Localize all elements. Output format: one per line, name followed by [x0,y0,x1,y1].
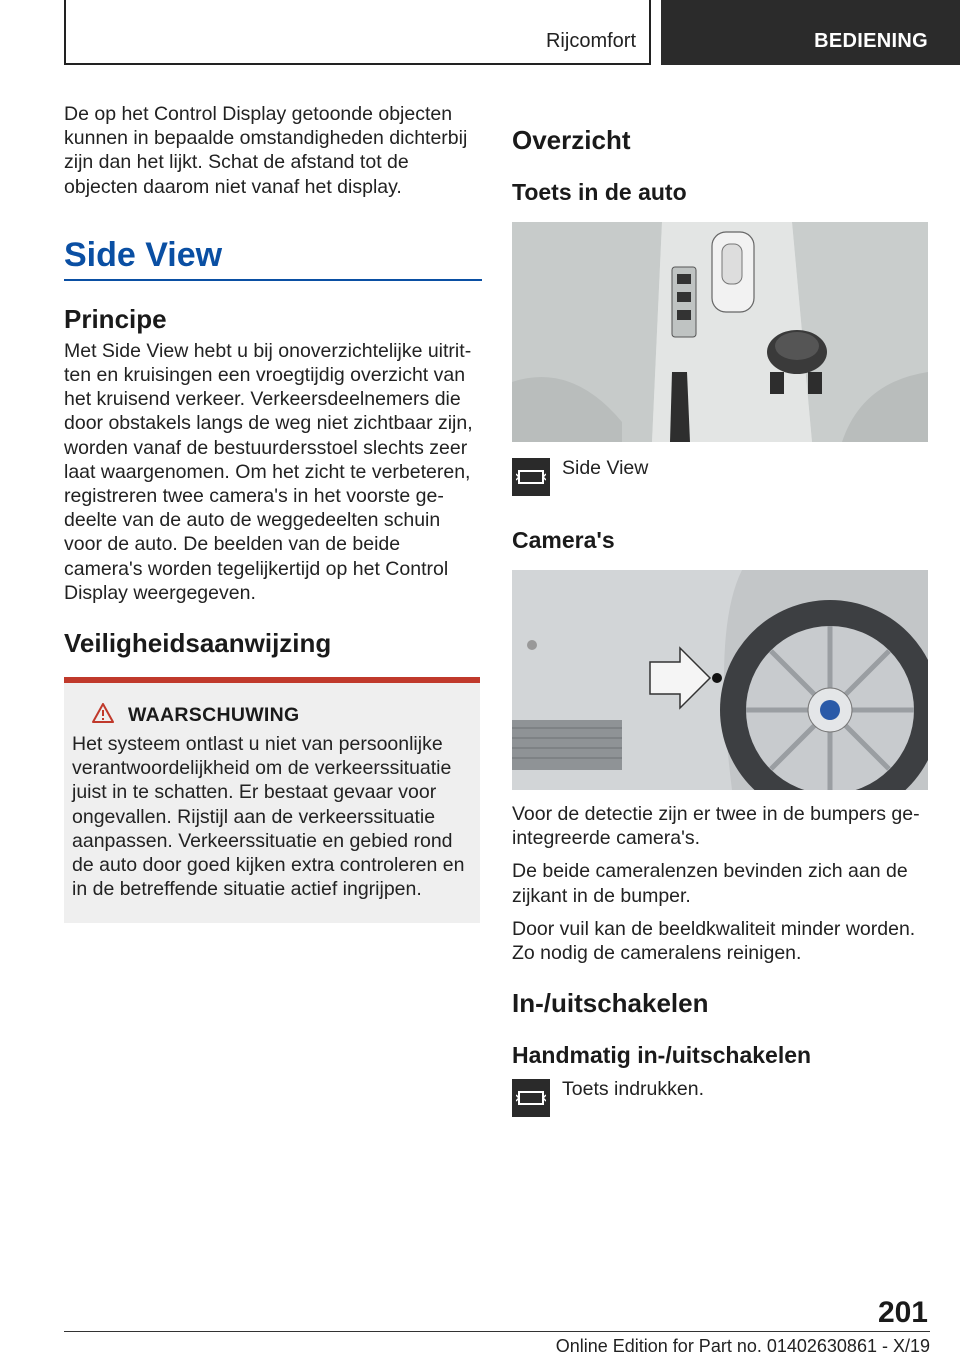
principe-heading: Principe [64,303,167,334]
title-rule [64,279,482,281]
center-console-photo [512,222,928,442]
onoff-heading: In-/uitschakelen [512,988,709,1019]
warning-box [64,683,480,923]
page-title: Side View [64,235,223,274]
header-bottom-rule [64,63,651,65]
cameras-paragraph-2: De beide cameralenzen bevinden zich aan de zijkant in de bumper. [512,860,908,907]
warning-header [92,703,472,728]
principe-paragraph: Met Side View hebt u bij onoverzichtelijke uitritten en kruisingen een vroegtijdig overzicht van het kruisend verkeer. Verkeersdeelnemers die door obstakels langs de weg niet zichtbaar zijn, worden vanaf de bestuurdersstoel slechts zeer laat waargenomen. Om het zicht te verbeteren, registreren twee camera's in het voorste gedeelte van de auto de weggedeelten schuin voor de auto. De beelden van de beide camera's worden tegelijkertijd op het Control Display weergegeven. [64,339,473,604]
safety-heading: Veiligheidsaanwijzing [64,628,332,659]
warning-text: Het systeem ontlast u niet van persoonlijke verantwoordelijkheid om de verkeerssituatie juist in te schatten. Er bestaat gevaar voor ongevallen. Rijstijl aan de verkeerssituatie aanpassen. Verkeerssituatie en gebied rond de auto door goed kijken extra controleren en in de betreffende situatie actief ingrijpen. [72,733,465,901]
manual-button-row [512,1079,930,1117]
manual-onoff-heading: Handmatig in-/uitschakelen [512,1042,812,1069]
page-number: 201 [877,1296,928,1329]
bumper-camera-photo [512,570,928,790]
cameras-paragraph-3: Door vuil kan de beeldkwaliteit minder worden. Zo nodig de cameralens reinigen. [512,917,916,965]
side-view-button-row [512,458,930,496]
left-column [64,102,482,923]
button-heading: Toets in de auto [512,179,687,205]
cameras-paragraph-1: Voor de detectie zijn er twee in de bumpers geintegreerde camera's. [512,803,920,850]
footer-edition: Online Edition for Part no. 01402630861 - X/19 [555,1336,930,1356]
header-chapter-tab [661,0,960,65]
overview-heading: Overzicht [512,125,631,155]
warning-triangle-icon [92,703,114,728]
warning-title: WAARSCHUWING [128,704,300,727]
side-view-button-icon [512,1079,550,1117]
header-left-rule [64,0,66,64]
side-view-button-label: Side View [562,457,649,479]
manual-instruction-text: Toets indrukken. [562,1078,704,1101]
header-chapter-label: BEDIENING [814,30,928,52]
header-right-rule [649,0,651,64]
cameras-heading: Camera's [512,527,615,553]
footer-rule [64,1331,930,1332]
right-column [512,102,930,1117]
intro-paragraph: De op het Control Display getoonde objecten kunnen in bepaalde omstandigheden dichterbij zijn dan het lijkt. Schat de afstand tot de objecten daarom niet vanaf het display. [64,103,468,198]
side-view-camera-icon [512,458,550,496]
header-section-title: Rijcomfort [545,30,636,52]
